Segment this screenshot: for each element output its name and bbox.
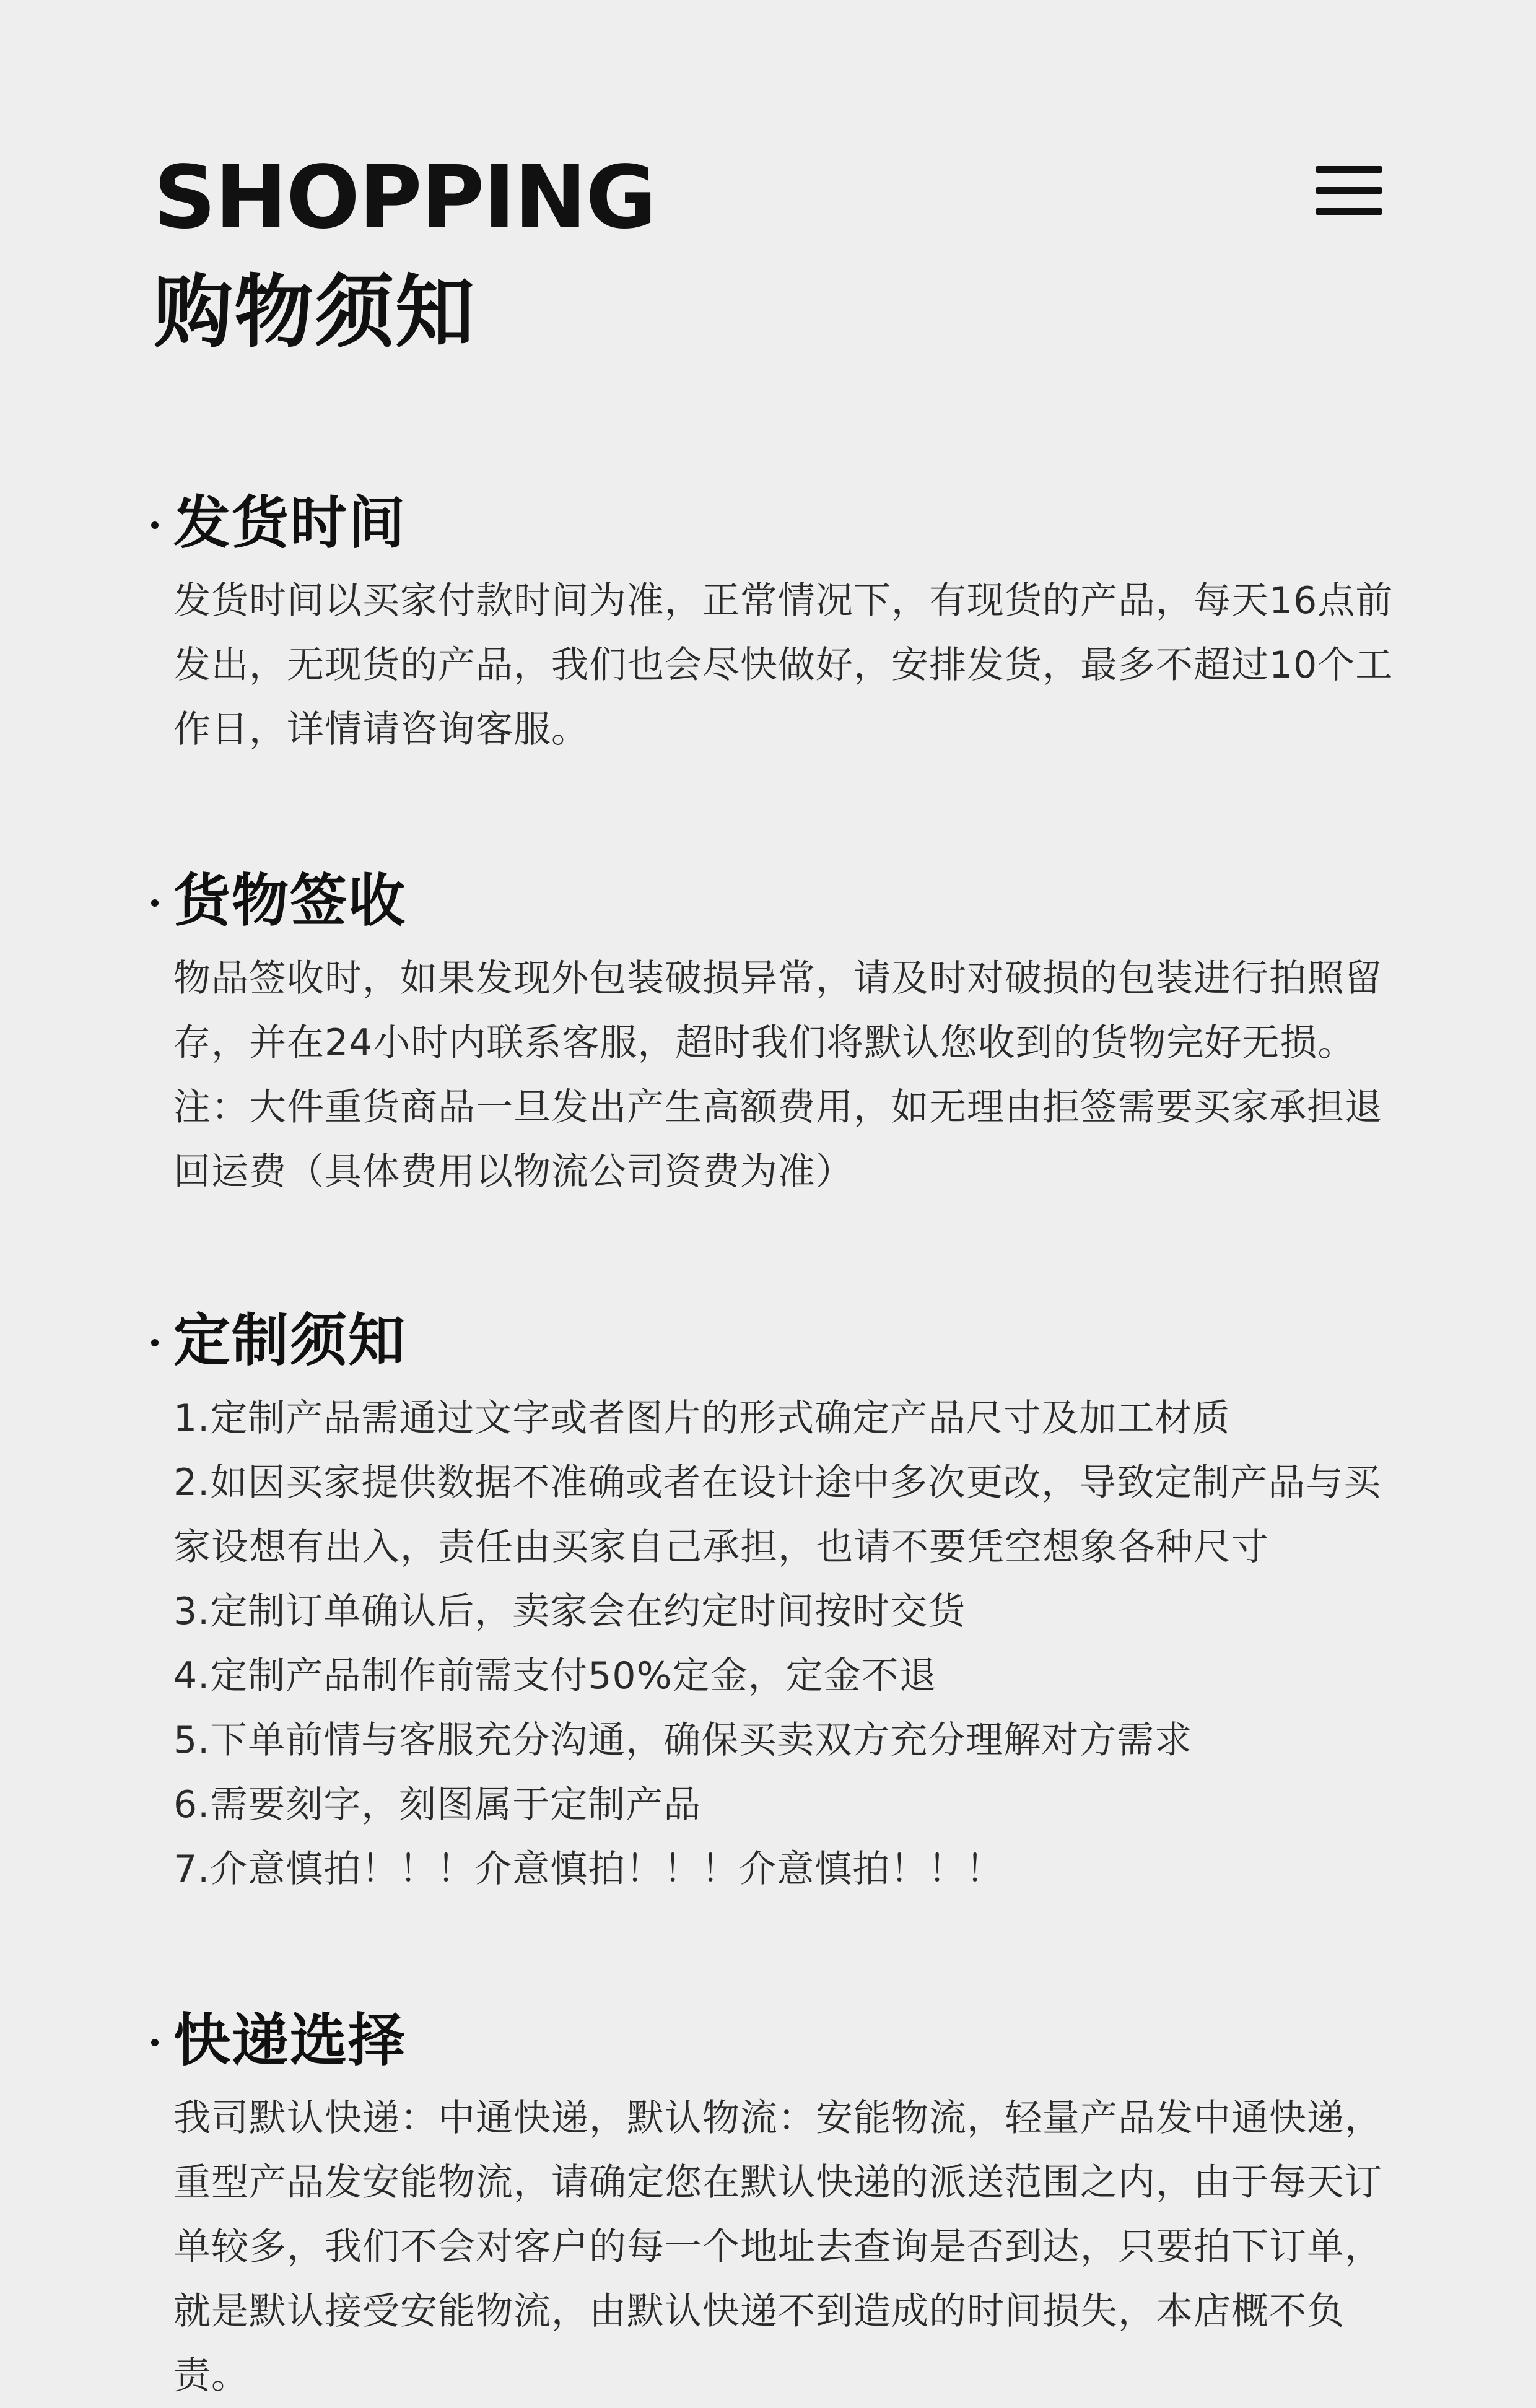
section-body (149, 1386, 1412, 1901)
section-heading-text: 货物签收 (173, 868, 407, 934)
section-shipping-time (149, 483, 1418, 762)
section-heading (149, 2000, 1418, 2081)
menu-bar (1316, 166, 1382, 173)
section-heading (149, 861, 1418, 941)
bullet-dot (151, 899, 159, 907)
hamburger-menu-icon[interactable] (1316, 166, 1382, 216)
section-paragraph: 我司默认快递：中通快递，默认物流：安能物流，轻量产品发中通快递，重型产品发安能物流，请确定您在默认快递的派送范围之内，由于每天订单较多，我们不会对客户的每一个地址去查询是否到达，只要拍下订单，就是默认接受安能物流，由默认快递不到造成的时间损失，本店概不负责。 (173, 2096, 1382, 2397)
section-express-selection (149, 2000, 1418, 2408)
bullet-dot (151, 521, 159, 529)
list-item: 3.定制订单确认后，卖家会在约定时间按时交货 (173, 1590, 966, 1633)
list-item: 1.定制产品需通过文字或者图片的形式确定产品尺寸及加工材质 (173, 1397, 1231, 1440)
section-body (149, 946, 1412, 1204)
menu-bar (1316, 208, 1382, 215)
section-customization-notice (149, 1301, 1418, 1901)
list-item: 7.介意慎拍！！！介意慎拍！！！介意慎拍！！！ (173, 1847, 1004, 1891)
section-heading-text: 发货时间 (173, 490, 407, 556)
section-heading-text: 定制须知 (173, 1307, 407, 1374)
menu-bar (1316, 187, 1382, 194)
page-title: 购物须知 (154, 266, 476, 359)
brand-title: SHOPPING (154, 147, 656, 248)
section-heading (149, 1301, 1418, 1381)
section-paragraph: 物品签收时，如果发现外包装破损异常，请及时对破损的包装进行拍照留存，并在24小时内联系客服，超时我们将默认您收到的货物完好无损。注：大件重货商品一旦发出产生高额费用，如无理由拒签需要买家承担退回运费（具体费用以物流公司资费为准） (173, 957, 1382, 1193)
section-body (149, 2086, 1412, 2408)
section-goods-receipt (149, 861, 1418, 1204)
list-item: 4.定制产品制作前需支付50%定金，定金不退 (173, 1654, 937, 1698)
list-item: 5.下单前情与客服充分沟通，确保买卖双方充分理解对方需求 (173, 1719, 1193, 1762)
bullet-dot (151, 2039, 159, 2046)
section-paragraph: 发货时间以买家付款时间为准，正常情况下，有现货的产品，每天16点前发出，无现货的产品，我们也会尽快做好，安排发货，最多不超过10个工作日，详情请咨询客服。 (173, 579, 1394, 751)
list-item: 2.如因买家提供数据不准确或者在设计途中多次更改，导致定制产品与买家设想有出入，责任由买家自己承担，也请不要凭空想象各种尺寸 (173, 1461, 1382, 1569)
list-item: 6.需要刻字，刻图属于定制产品 (173, 1783, 702, 1826)
section-heading-text: 快递选择 (173, 2007, 407, 2074)
section-heading (149, 483, 1418, 564)
bullet-dot (151, 1339, 159, 1346)
section-body (149, 569, 1412, 762)
